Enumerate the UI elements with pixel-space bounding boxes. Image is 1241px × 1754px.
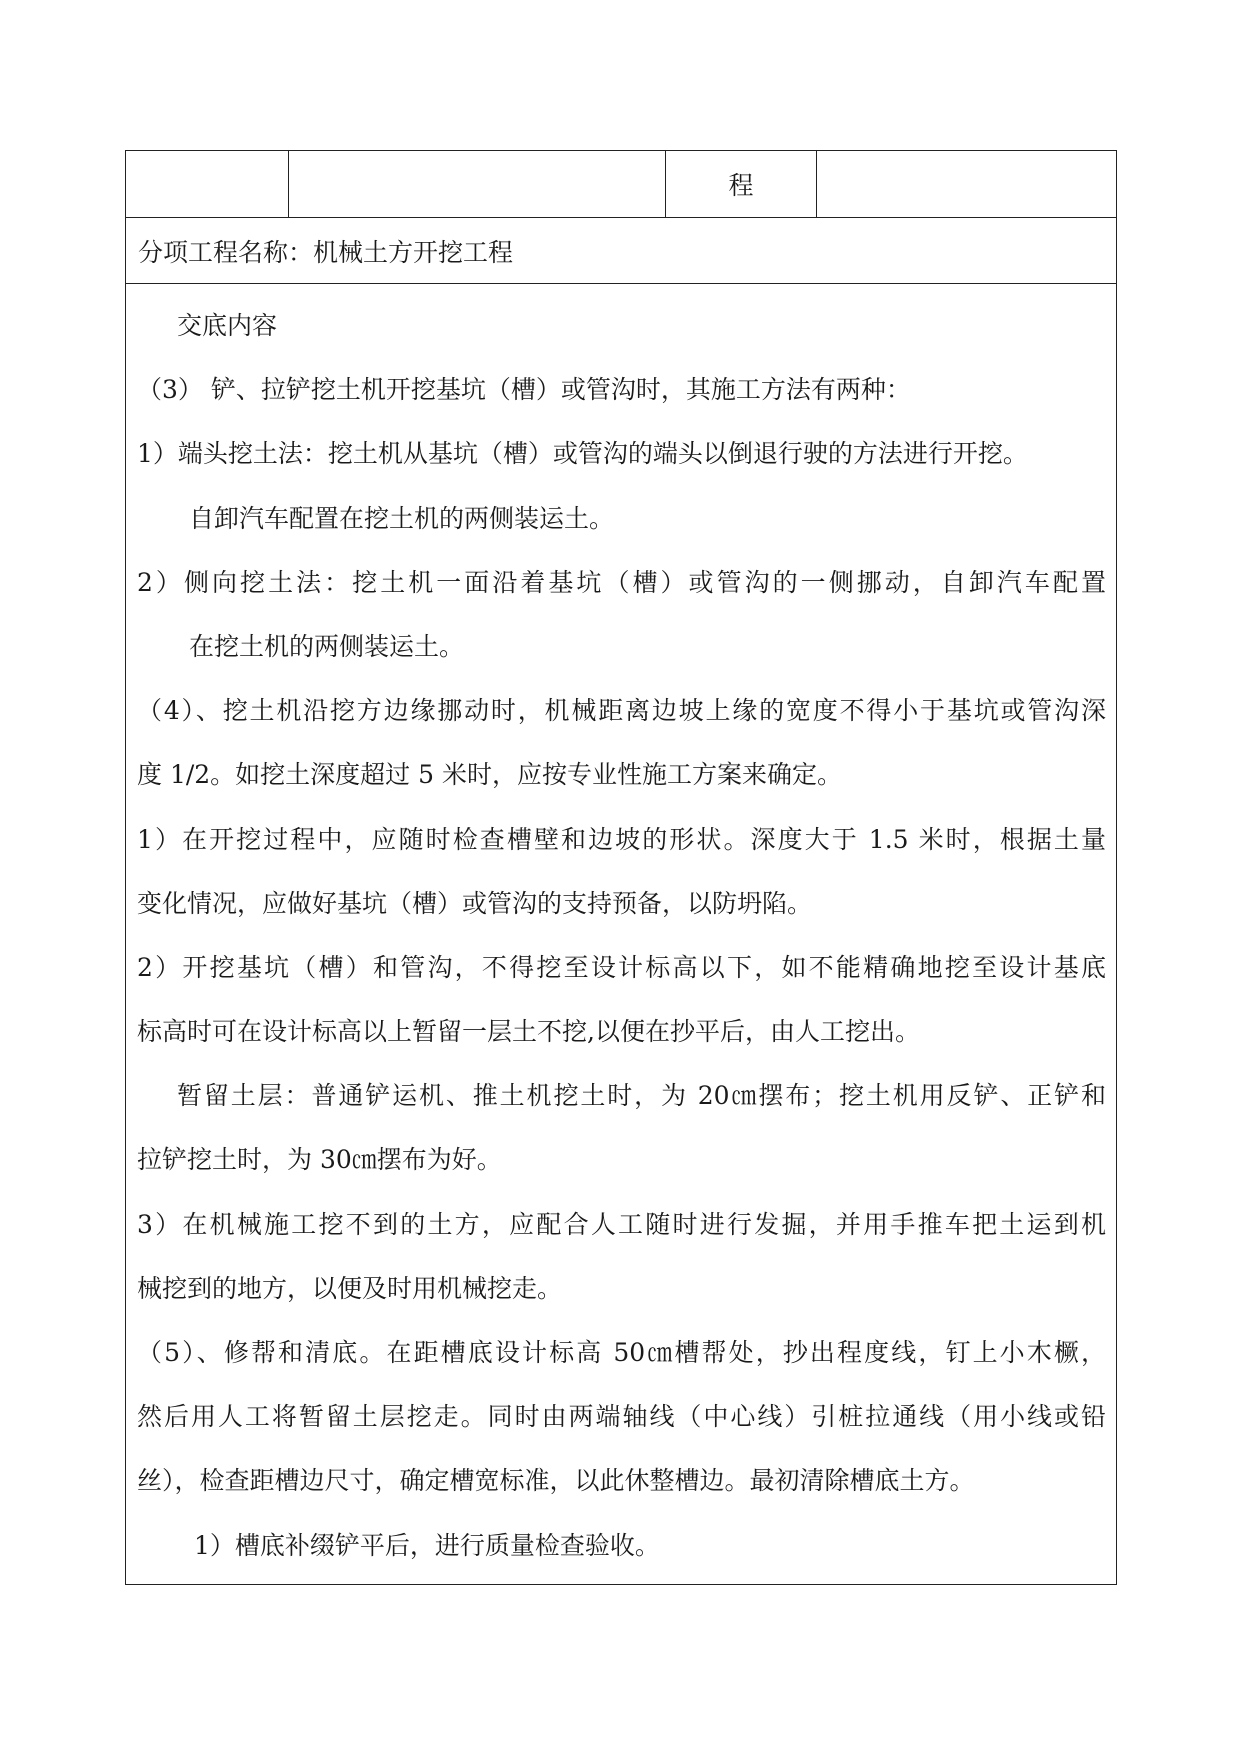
content-line: 1）在开挖过程中，应随时检查槽壁和边坡的形状。深度大于 1.5 米时，根据土量 <box>137 824 1106 854</box>
content-line: 度 1/2。如挖土深度超过 5 米时，应按专业性施工方案来确定。 <box>137 760 842 790</box>
content-line: 自卸汽车配置在挖土机的两侧装运土。 <box>189 503 615 533</box>
content-line: 拉铲挖土时，为 30㎝摆布为好。 <box>137 1145 502 1175</box>
content-line: 标高时可在设计标高以上暂留一层土不挖,以便在抄平后，由人工挖出。 <box>137 1017 920 1047</box>
content-line: 丝），检查距槽边尺寸，确定槽宽标准，以此休整槽边。最初清除槽底土方。 <box>137 1466 975 1496</box>
content-line: （4）、挖土机沿挖方边缘挪动时，机械距离边坡上缘的宽度不得小于基坑或管沟深 <box>137 696 1106 726</box>
header-cell-1 <box>126 151 289 217</box>
content-line: 然后用人工将暂留土层挖走。同时由两端轴线（中心线）引桩拉通线（用小线或铅 <box>137 1402 1106 1432</box>
content-line: 械挖到的地方，以便及时用机械挖走。 <box>137 1273 563 1303</box>
content-line: 变化情况，应做好基坑（槽）或管沟的支持预备，以防坍陷。 <box>137 888 813 918</box>
header-cell-4 <box>817 151 1116 217</box>
content-cell <box>126 284 1116 1584</box>
header-cell-3: 程 <box>666 151 817 217</box>
item-name-row <box>126 218 1116 284</box>
content-line: 1）端头挖土法：挖土机从基坑（槽）或管沟的端头以倒退行驶的方法进行开挖。 <box>137 439 1028 469</box>
content-line: （5）、修帮和清底。在距槽底设计标高 50㎝槽帮处，抄出程度线，钉上小木橛， <box>137 1338 1106 1367</box>
header-cell-2 <box>289 151 666 217</box>
content-heading: 交底内容 <box>177 311 278 340</box>
content-line: 2）开挖基坑（槽）和管沟，不得挖至设计标高以下，如不能精确地挖至设计基底 <box>137 952 1106 982</box>
content-line: 3）在机械施工挖不到的土方，应配合人工随时进行发掘，并用手推车把土运到机 <box>137 1209 1106 1239</box>
content-line: 在挖土机的两侧装运土。 <box>189 631 465 661</box>
content-line: 暂留土层：普通铲运机、推土机挖土时，为 20㎝摆布；挖土机用反铲、正铲和 <box>177 1081 1106 1111</box>
header-row <box>126 151 1116 218</box>
content-line: 2）侧向挖土法：挖土机一面沿着基坑（槽）或管沟的一侧挪动，自卸汽车配置 <box>137 567 1106 597</box>
disclosure-table <box>125 150 1117 1585</box>
item-name: 分项工程名称：机械土方开挖工程 <box>138 237 514 267</box>
content-line: （3） 铲、拉铲挖土机开挖基坑（槽）或管沟时，其施工方法有两种： <box>137 375 911 405</box>
content-line: 1）槽底补缀铲平后，进行质量检查验收。 <box>194 1530 660 1560</box>
